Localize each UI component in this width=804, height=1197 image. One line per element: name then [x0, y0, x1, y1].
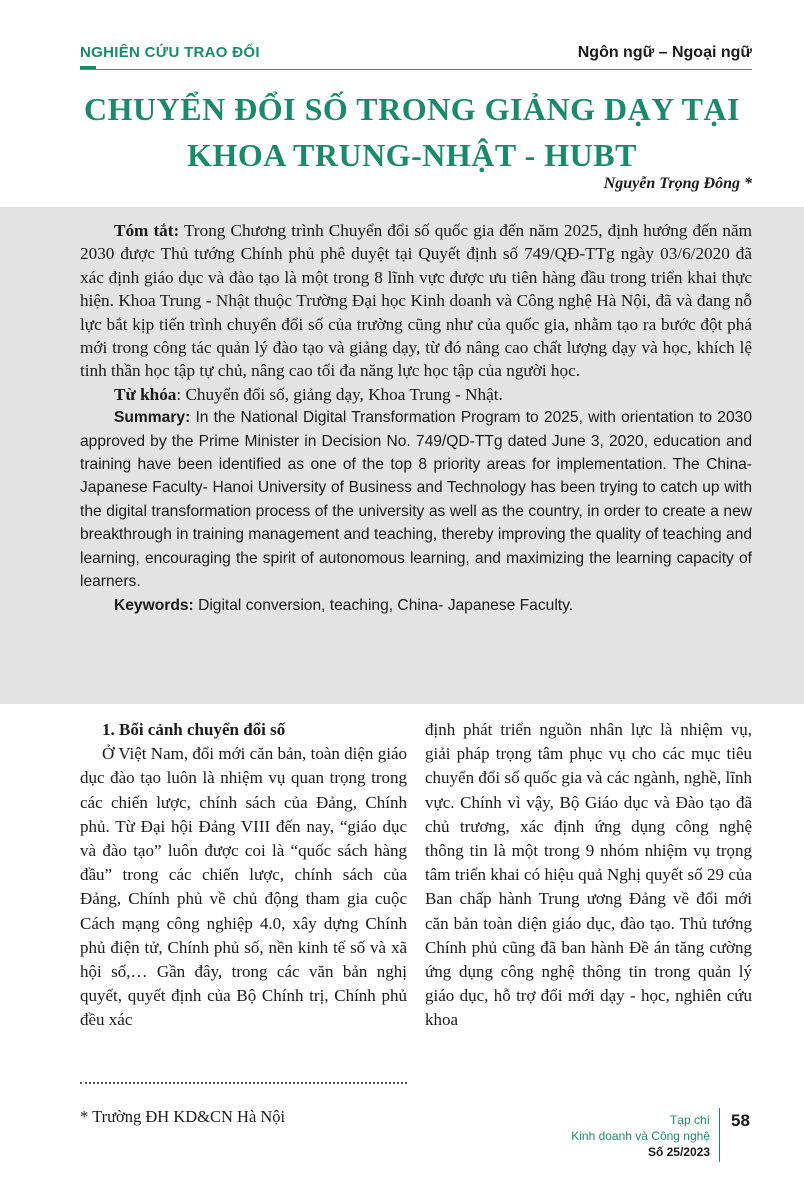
- footnote: * Trường ĐH KD&CN Hà Nội: [80, 1107, 286, 1126]
- keywords-vi: [80, 383, 752, 406]
- abstract-box: [0, 207, 804, 704]
- page-number: 58: [731, 1111, 750, 1130]
- footnote-separator: [80, 1082, 407, 1084]
- abstract-en-text: In the National Digital Transformation Program to 2025, with orientation to 2030 approved by the Prime Minister in Decision No. 749/QD-TTg dated June 3, 2020, education and training have been identified as one of the top 8 priority areas for implementation. The China- Japanese Faculty- Hanoi University of Business and Technology has been trying to catch up with the digital transformation process of the university as well as the country, in order to create a new breakthrough in training management and teaching, thereby improving the quality of teaching and learning, encouraging the spirit of autonomous learning, and maximizing the learning capacity of learners.: [80, 409, 752, 591]
- journal-divider: [719, 1108, 720, 1162]
- abstract-en-label: Summary:: [114, 409, 191, 427]
- header-divider: [80, 69, 752, 70]
- journal-info: [571, 1112, 710, 1160]
- article-title-line-2: KHOA TRUNG-NHẬT - HUBT: [187, 137, 637, 173]
- journal-issue: Số 25/2023: [647, 1145, 710, 1159]
- journal-label: Tạp chí: [669, 1113, 710, 1127]
- body-column-left: [80, 718, 407, 1033]
- body-paragraph-left: Ở Việt Nam, đổi mới căn bản, toàn diện giáo dục đào tạo luôn là nhiệm vụ quan trọng trong các chiến lược, chính sách của Đảng, Chính phủ. Từ Đại hội Đảng VIII đến nay, “giáo dục và đào tạo” luôn được coi là “quốc sách hàng đầu” trong các chiến lược, chính sách của Đảng, Chính phủ về chủ động tham gia cuộc Cách mạng công nghiệp 4.0, xây dựng Chính phủ điện tử, Chính phủ số, nền kinh tế số và xã hội số,… Gần đây, trong các văn bản nghị quyết, quyết định của Bộ Chính trị, Chính phủ đều xác: [80, 744, 407, 1030]
- keywords-vi-text: : Chuyển đổi số, giảng dạy, Khoa Trung - Nhật.: [176, 384, 503, 404]
- running-header-category: Ngôn ngữ – Ngoại ngữ: [577, 44, 752, 61]
- keywords-en-text: Digital conversion, teaching, China- Japanese Faculty.: [193, 596, 574, 614]
- keywords-en-label: Keywords:: [114, 596, 194, 614]
- article-author: Nguyễn Trọng Đông *: [603, 175, 752, 192]
- keywords-en: [80, 594, 752, 617]
- body-column-right: [425, 718, 752, 1033]
- section-heading: 1. Bối cảnh chuyển đổi số: [102, 720, 286, 739]
- abstract-en: [80, 406, 752, 593]
- article-title-line-1: CHUYỂN ĐỔI SỐ TRONG GIẢNG DẠY TẠI: [84, 91, 740, 127]
- keywords-vi-label: Từ khóa: [114, 384, 177, 404]
- running-header-section: NGHIÊN CỨU TRAO ĐỔI: [80, 44, 260, 61]
- journal-name: Kinh doanh và Công nghệ: [571, 1129, 710, 1143]
- abstract-vi: [80, 219, 752, 383]
- article-title: [60, 86, 764, 178]
- abstract-vi-label: Tóm tắt:: [114, 221, 180, 240]
- body-paragraph-right: định phát triển nguồn nhân lực là nhiệm vụ, giải pháp trọng tâm phục vụ cho các mục tiêu chuyển đổi số quốc gia và các ngành, nghề, lĩnh vực. Chính vì vậy, Bộ Giáo dục và Đào tạo đã chủ trương, xác định ứng dụng công nghệ thông tin là một trong 9 nhóm nhiệm vụ trọng tâm triển khai có hiệu quả Nghị quyết số 29 của Ban chấp hành Trung ương Đảng về đổi mới căn bản toàn diện giáo dục, đào tạo. Thủ tướng Chính phủ cũng đã ban hành Đề án tăng cường ứng dụng công nghệ thông tin trong quản lý giáo dục, hỗ trợ đổi mới dạy - học, nghiên cứu khoa: [425, 720, 752, 1030]
- abstract-vi-text: Trong Chương trình Chuyển đổi số quốc gia đến năm 2025, định hướng đến năm 2030 được Thủ tướng Chính phủ phê duyệt tại Quyết định số 749/QĐ-TTg ngày 03/6/2020 đã xác định giáo dục và đào tạo là một trong 8 lĩnh vực được ưu tiên hàng đầu trong triển khai thực hiện. Khoa Trung - Nhật thuộc Trường Đại học Kinh doanh và Công nghệ Hà Nội, đã và đang nỗ lực bắt kịp tiến trình chuyển đổi số của trường cũng như của quốc gia, nhằm tạo ra bước đột phá mới trong công tác quản lý đào tạo và giảng dạy, từ đó nâng cao chất lượng dạy và học, khích lệ tinh thần học tập tự chủ, nâng cao tối đa năng lực học tập của người học.: [80, 221, 752, 381]
